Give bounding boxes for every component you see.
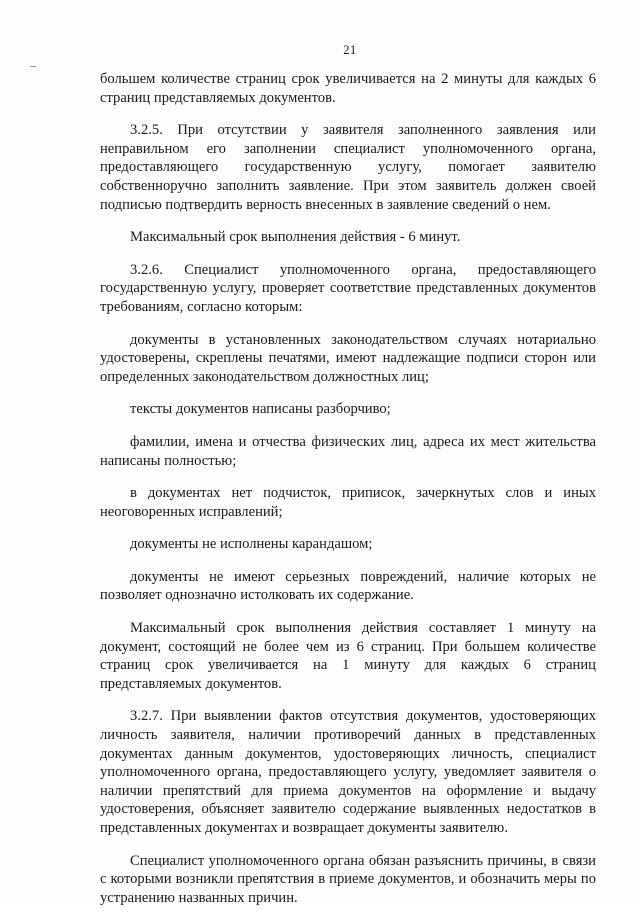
paragraph-specialist-obligation: Специалист уполномоченного органа обязан разъяснить причины, в связи с которыми возникли препятствия в приеме документов, и обозначить меры по устранению названных причин. — [100, 852, 596, 906]
requirement-no-pencil: документы не исполнены карандашом; — [130, 536, 373, 553]
requirement-notarized: документы в установленных законодательством случаях нотариально удостоверены, скреплены печатями, имеют надлежащие подписи сторон или определенных законодательством должностных лиц; — [100, 331, 596, 385]
paragraph-max-time-1-min: Максимальный срок выполнения действия составляет 1 минуту на документ, состоящий не более чем из 6 страниц. При большем количестве страниц срок увеличивается на 1 минуту для каждых 6 страниц представляемых документов. — [100, 620, 596, 692]
paragraph-3-2-6: 3.2.6. Специалист уполномоченного органа, предоставляющего государственную услугу, проверяет соответствие представленных документов требованиям, согласно которым: — [100, 261, 596, 315]
paragraph-3-2-7: 3.2.7. При выявлении фактов отсутствия документов, удостоверяющих личность заявителя, наличии противоречий данных в представленных документах данным документов, удостоверяющих личность, специалист уполномоченного органа, предоставляющего услугу, уведомляет заявителя о наличии препятствий для приема документов на оформление и выдачу удостоверения, объясняет заявителю содержание выявленных недостатков в представленных документах и возвращает документы заявителю. — [100, 708, 596, 836]
requirement-full-names: фамилии, имена и отчества физических лиц, адреса их мест жительства написаны полностью; — [100, 433, 596, 469]
requirement-legible: тексты документов написаны разборчиво; — [130, 401, 391, 418]
margin-mark — [30, 66, 36, 67]
page-number: 21 — [343, 43, 357, 57]
requirement-no-damage: документы не имеют серьезных повреждений, наличие которых не позволяет однозначно истолковать их содержание. — [100, 568, 596, 604]
document-body — [100, 70, 596, 921]
paragraph-3-2-5: 3.2.5. При отсутствии у заявителя заполненного заявления или неправильном его заполнении специалист уполномоченного органа, предоставляющего государственную услугу, помогает заявителю собственноручно заполнить заявление. При этом заявитель должен своей подписью подтвердить верность внесенных в заявление сведений о нем. — [100, 122, 596, 213]
paragraph-continuation: большем количестве страниц срок увеличивается на 2 минуты для каждых 6 страниц представляемых документов. — [100, 71, 596, 106]
paragraph-max-time-6-min: Максимальный срок выполнения действия - 6 минут. — [130, 229, 461, 246]
requirement-no-corrections: в документах нет подчисток, приписок, зачеркнутых слов и иных неоговоренных исправлений; — [100, 485, 596, 520]
